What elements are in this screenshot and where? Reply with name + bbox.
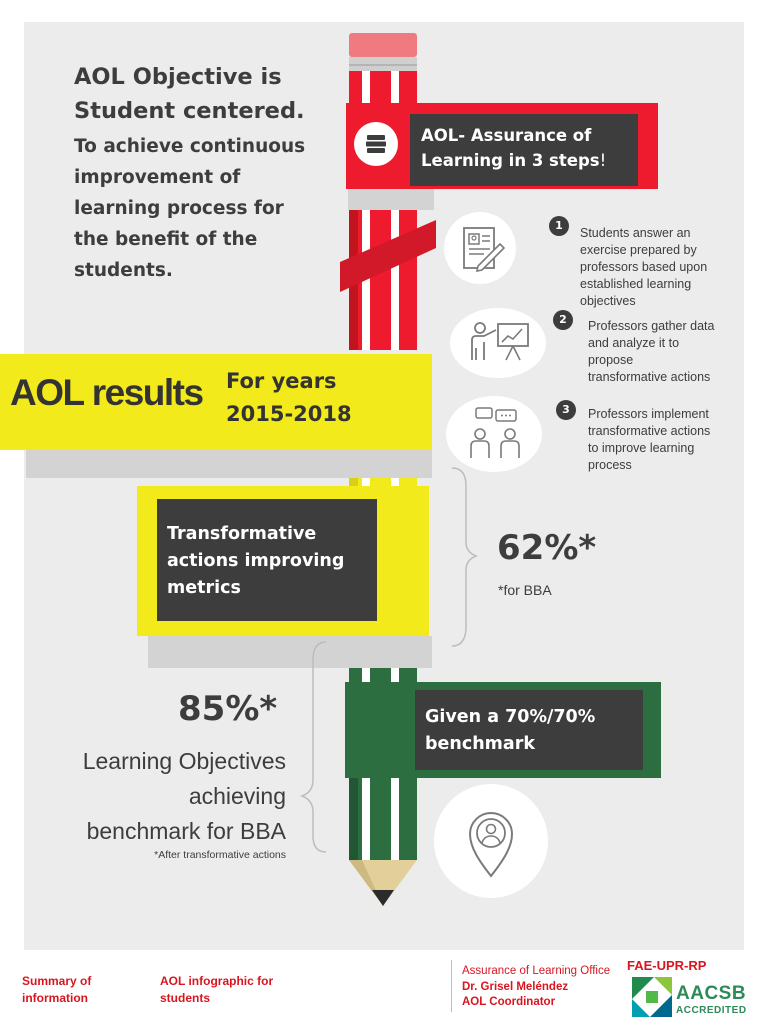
- footer-summary-line1: Summary of: [22, 974, 92, 988]
- aacsb-logo-icon: [632, 977, 672, 1017]
- objective-sub-line5: students.: [74, 260, 173, 281]
- footer-coordinator-role: AOL Coordinator: [462, 996, 556, 1008]
- aacsb-accredited: ACCREDITED: [676, 1005, 747, 1016]
- step-2-number: 2: [553, 310, 573, 330]
- footer-fae: FAE-UPR-RP: [627, 958, 707, 973]
- green-box-line2: benchmark: [425, 734, 535, 754]
- results-years-line1: For years: [226, 369, 337, 393]
- results-years-line2: 2015-2018: [226, 402, 352, 426]
- objective-sub-line2: improvement of: [74, 167, 241, 188]
- footer-summary-line2: information: [22, 991, 88, 1005]
- yellow-box-text: [157, 499, 377, 621]
- stat-85-note: *After transformative actions: [154, 849, 286, 861]
- footer-infographic-line1: AOL infographic for: [160, 974, 274, 988]
- red-box-title: [410, 114, 638, 186]
- objective-title-line1: AOL Objective is: [74, 64, 282, 90]
- step-1-number: 1: [549, 216, 569, 236]
- people-chat-icon: [446, 396, 542, 472]
- objective-title: [74, 60, 305, 128]
- stat-62-value: 62%*: [497, 528, 597, 568]
- footer-infographic-line2: students: [160, 991, 211, 1005]
- footer-summary: [22, 973, 91, 1007]
- location-person-icon: [434, 784, 548, 898]
- footer-office-name: Assurance of Learning Office: [462, 965, 611, 977]
- green-box-line1: Given a 70%/70%: [425, 707, 596, 727]
- objective-sub-line4: the benefit of the: [74, 229, 258, 250]
- objective-subtitle: [74, 131, 305, 286]
- aacsb-wordmark: AACSB: [676, 983, 747, 1004]
- step-2-text: Professors gather data and analyze it to propose transformative actions: [588, 319, 715, 384]
- footer-office: [462, 964, 610, 1011]
- objective-title-line2: Student centered.: [74, 98, 305, 124]
- red-box-line2: Learning in 3 steps!: [421, 151, 607, 170]
- objective-sub-line3: learning process for: [74, 198, 284, 219]
- stat-85-line1: Learning Objectives: [82, 748, 286, 774]
- yellow-box-line1: Transformative: [167, 524, 317, 544]
- yellow-box-line3: metrics: [167, 578, 241, 598]
- green-box-text: [415, 690, 643, 770]
- step-3-number: 3: [556, 400, 576, 420]
- step-3-text: Professors implement transformative actions to improve learning process: [588, 407, 711, 472]
- footer-coordinator-name: Dr. Grisel Meléndez: [462, 980, 569, 993]
- document-pencil-icon: [444, 212, 516, 284]
- stat-62-note: *for BBA: [498, 582, 552, 598]
- results-label: AOL results: [10, 372, 203, 413]
- books-icon: [354, 122, 398, 166]
- stat-85-line2: achieving: [188, 783, 286, 809]
- results-years: [226, 365, 352, 431]
- stat-85-value: 85%*: [178, 689, 278, 729]
- footer-divider: [451, 960, 452, 1012]
- objective-sub-line1: To achieve continuous: [74, 136, 306, 157]
- stat-85-line3: benchmark for BBA: [86, 818, 286, 844]
- step-1-text: Students answer an exercise prepared by professors based upon established learning objectives: [580, 226, 708, 308]
- stat-85-description: [83, 744, 286, 849]
- footer-infographic: [160, 973, 273, 1007]
- presenter-chart-icon: [450, 308, 546, 378]
- red-box-line1: AOL- Assurance of: [421, 126, 592, 145]
- yellow-box-line2: actions improving: [167, 551, 345, 571]
